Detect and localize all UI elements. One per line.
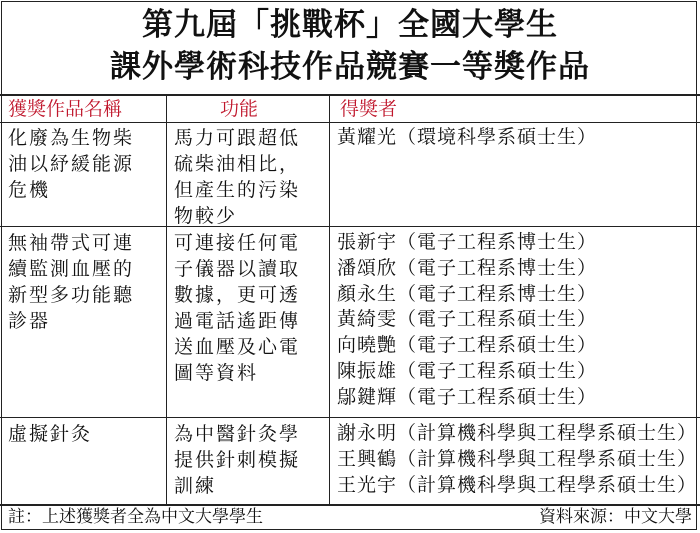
winner: 王光宇（計算機科學與工程學系碩士生）: [337, 473, 698, 496]
row-1-name: 化廢為生物柴 油以紓緩能源 危機: [8, 127, 135, 201]
row-1-function: 馬力可跟超低 硫柴油相比， 但產生的污染 物較少: [174, 127, 301, 227]
title-line-2: 課外學術科技作品競賽一等獎作品: [110, 49, 590, 85]
rule-row-2: [0, 417, 700, 418]
winner: 黃耀光（環境科學系碩士生）: [337, 126, 598, 148]
winner: 潘頌欣（電子工程系博士生）: [337, 256, 598, 279]
title-line-1: 第九屆「挑戰杯」全國大學生: [142, 7, 558, 43]
rule-header-bottom: [0, 122, 700, 123]
row-2-winners: [337, 230, 597, 411]
winner: 鄔鍵輝（電子工程系碩士生）: [337, 385, 598, 408]
winner: 張新宇（電子工程系博士生）: [337, 231, 598, 253]
page-title: [0, 4, 700, 88]
winner: 顏永生（電子工程系博士生）: [337, 282, 598, 305]
header-function: 功能: [220, 98, 259, 120]
row-3-name: 虛擬針灸: [8, 423, 93, 445]
rule-row-1: [0, 226, 700, 227]
col-divider-1: [166, 96, 167, 504]
row-2-name: 無袖帶式可連 續監測血壓的 新型多功能聽 診器: [8, 232, 135, 332]
footer-source: 資料來源：中文大學: [539, 507, 692, 527]
row-3-winners: [337, 421, 697, 498]
winner: 黃綺雯（電子工程系碩士生）: [337, 308, 598, 331]
winner: 陳振雄（電子工程系碩士生）: [337, 359, 598, 382]
footer-note: 註：上述獲獎者全為中文大學學生: [8, 507, 263, 527]
winner: 謝永明（計算機科學與工程學系碩士生）: [337, 422, 698, 444]
header-name: 獲獎作品名稱: [8, 98, 123, 120]
header-winners: 得獎者: [340, 98, 398, 120]
row-2-function: 可連接任何電 子儀器以讀取 數據，更可透 過電話遙距傳 送血壓及心電 圖等資料: [174, 232, 301, 384]
winner: 王興鶴（計算機科學與工程學系碩士生）: [337, 447, 698, 470]
col-divider-2: [329, 96, 330, 504]
row-1-winners: [337, 125, 597, 151]
row-3-function: 為中醫針灸學 提供針刺模擬 訓練: [174, 423, 301, 497]
winner: 向曉艷（電子工程系碩士生）: [337, 334, 598, 357]
